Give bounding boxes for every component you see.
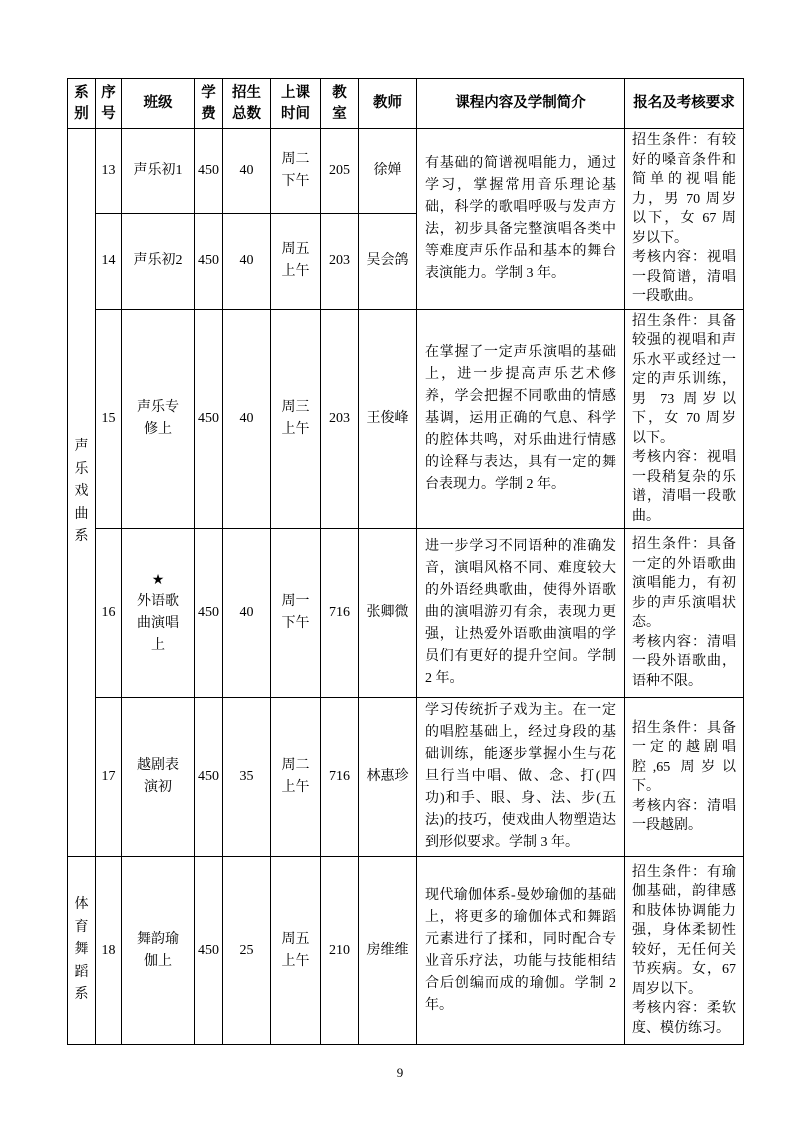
teacher-name: 林惠珍 — [366, 769, 409, 784]
class-cell — [122, 129, 195, 214]
fee-cell — [195, 309, 223, 529]
tuition-fee: 450 — [198, 605, 219, 620]
serial-number: 18 — [101, 942, 116, 958]
header-room-label: 教室 — [332, 84, 347, 122]
class-time: 周一下午 — [281, 594, 310, 631]
time-cell — [271, 129, 321, 214]
header-room — [321, 79, 359, 129]
teacher-cell — [359, 309, 417, 529]
header-dept — [68, 79, 96, 129]
header-no — [96, 79, 122, 129]
course-description: 进一步学习不同语种的准确发音，演唱风格不同、难度较大的外语经典歌曲，使得外语歌曲的演唱游刃有余，表现力更强，让热爱外语歌曲演唱的学员们有更好的提升空间。学制 2 年。 — [425, 539, 616, 686]
header-time-label: 上课时间 — [280, 84, 310, 122]
quota-cell — [223, 857, 271, 1045]
room-cell — [321, 698, 359, 857]
enrollment-quota: 40 — [239, 605, 254, 620]
table-row — [68, 129, 744, 214]
teacher-cell — [359, 529, 417, 698]
assessment-content: 考核内容：视唱一段简谱，清唱一段歌曲。 — [632, 250, 736, 304]
serial-number-cell — [96, 529, 122, 698]
teacher-name: 徐婵 — [373, 163, 402, 179]
description-cell — [417, 857, 625, 1045]
course-schedule-table — [67, 78, 744, 1045]
enrollment-quota: 40 — [239, 163, 254, 179]
tuition-fee: 450 — [198, 769, 219, 784]
header-teacher — [359, 79, 417, 129]
course-description: 现代瑜伽体系-曼妙瑜伽的基础上，将更多的瑜伽体式和舞蹈元素进行了揉和，同时配合专业音乐疗法，功能与技能相结合后创编而成的瑜伽。学制 2 年。 — [425, 887, 616, 1013]
time-cell — [271, 857, 321, 1045]
serial-number-cell — [96, 214, 122, 309]
quota-cell — [223, 129, 271, 214]
teacher-name: 张卿微 — [366, 605, 409, 620]
table-row — [68, 309, 744, 529]
room-cell — [321, 129, 359, 214]
course-description: 有基础的简谱视唱能力，通过学习，掌握常用音乐理论基础，科学的歌唱呼吸与发声方法，初步具备完整演唱各类中等难度声乐作品和基本的舞台表演能力。学制 3 年。 — [425, 155, 616, 281]
class-name: 外语歌曲演唱上 — [136, 594, 179, 653]
serial-number: 14 — [101, 253, 116, 269]
time-cell — [271, 309, 321, 529]
enrollment-quota: 25 — [239, 942, 254, 958]
description-cell — [417, 129, 625, 310]
class-cell — [122, 309, 195, 529]
assessment-content: 考核内容：柔软度、模仿练习。 — [632, 1001, 736, 1036]
admission-conditions: 招生条件：具备较强的视唱和声乐水平或经过一定的声乐训练，男 73 周岁以下，女 70 周岁以下。 — [632, 313, 736, 446]
class-cell — [122, 529, 195, 698]
header-time — [271, 79, 321, 129]
enrollment-quota: 40 — [239, 253, 254, 269]
header-quota-label: 招生总数 — [231, 84, 261, 122]
class-name: 声乐初1 — [133, 163, 183, 178]
fee-cell — [195, 129, 223, 214]
table-row — [68, 857, 744, 1045]
header-teacher-label: 教师 — [373, 95, 402, 111]
table-header-row — [68, 79, 744, 129]
fee-cell — [195, 857, 223, 1045]
header-requirements — [625, 79, 744, 129]
class-time: 周三上午 — [281, 399, 310, 437]
header-no-label: 序号 — [101, 84, 116, 122]
header-description — [417, 79, 625, 129]
teacher-name: 房维维 — [366, 942, 409, 958]
department-name: 声乐戏曲系 — [74, 439, 89, 545]
teacher-cell — [359, 129, 417, 214]
room-cell — [321, 529, 359, 698]
tuition-fee: 450 — [198, 163, 219, 179]
fee-cell — [195, 698, 223, 857]
description-cell — [417, 309, 625, 529]
department-name: 体育舞蹈系 — [74, 897, 89, 1003]
class-cell — [122, 214, 195, 309]
admission-conditions: 招生条件：有瑜伽基础，韵律感和肢体协调能力强，身体柔韧性较好，无任何关节疾病。女，67 周岁以下。 — [632, 864, 736, 997]
time-cell — [271, 214, 321, 309]
classroom: 716 — [329, 769, 350, 784]
description-cell — [417, 529, 625, 698]
teacher-name: 王俊峰 — [366, 410, 409, 426]
quota-cell — [223, 309, 271, 529]
serial-number-cell — [96, 698, 122, 857]
serial-number: 16 — [101, 605, 116, 620]
quota-cell — [223, 214, 271, 309]
header-fee-label: 学费 — [201, 84, 216, 122]
header-quota — [223, 79, 271, 129]
tuition-fee: 450 — [198, 942, 219, 958]
description-cell — [417, 698, 625, 857]
quota-cell — [223, 529, 271, 698]
quota-cell — [223, 698, 271, 857]
class-name: 越剧表演初 — [136, 758, 179, 795]
assessment-content: 考核内容：视唱一段稍复杂的乐谱，清唱一段歌曲。 — [632, 450, 736, 524]
classroom: 716 — [329, 605, 350, 620]
teacher-name: 吴会鸽 — [366, 253, 409, 269]
star-icon: ★ — [151, 572, 165, 588]
tuition-fee: 450 — [198, 410, 219, 426]
classroom: 203 — [329, 410, 350, 426]
classroom: 205 — [329, 163, 350, 179]
teacher-cell — [359, 857, 417, 1045]
serial-number-cell — [96, 309, 122, 529]
room-cell — [321, 857, 359, 1045]
serial-number-cell — [96, 129, 122, 214]
class-time: 周五上午 — [281, 242, 310, 280]
course-description: 在掌握了一定声乐演唱的基础上，进一步提高声乐艺术修养，学会把握不同歌曲的情感基调，运用正确的气息、科学的腔体共鸣，对乐曲进行情感的诠释与表达，具有一定的舞台表现力。学制 2 年。 — [425, 344, 616, 492]
header-class — [122, 79, 195, 129]
serial-number: 17 — [101, 769, 116, 784]
room-cell — [321, 214, 359, 309]
table-row — [68, 698, 744, 857]
class-cell — [122, 698, 195, 857]
teacher-cell — [359, 214, 417, 309]
requirements-cell — [625, 857, 744, 1045]
department-cell — [68, 857, 96, 1045]
enrollment-quota: 40 — [239, 410, 254, 426]
assessment-content: 考核内容：清唱一段外语歌曲，语种不限。 — [632, 634, 736, 689]
serial-number: 13 — [101, 163, 116, 179]
class-time: 周二上午 — [281, 758, 310, 795]
header-requirements-label: 报名及考核要求 — [633, 95, 735, 111]
assessment-content: 考核内容：清唱一段越剧。 — [632, 798, 736, 833]
header-description-label: 课程内容及学制简介 — [455, 95, 586, 111]
page-number: 9 — [396, 1065, 404, 1080]
fee-cell — [195, 214, 223, 309]
classroom: 203 — [329, 253, 350, 269]
admission-conditions: 招生条件：有较好的嗓音条件和简单的视唱能力，男 70 周岁以下，女 67 周岁以下。 — [632, 133, 736, 246]
header-class-label: 班级 — [143, 95, 173, 111]
requirements-cell — [625, 309, 744, 529]
class-name: 声乐专修上 — [136, 399, 179, 437]
time-cell — [271, 529, 321, 698]
admission-conditions: 招生条件：具备一定的越剧唱腔,65 周岁以下。 — [632, 720, 736, 794]
classroom: 210 — [329, 942, 350, 958]
table-row — [68, 529, 744, 698]
fee-cell — [195, 529, 223, 698]
time-cell — [271, 698, 321, 857]
enrollment-quota: 35 — [239, 769, 254, 784]
course-description: 学习传统折子戏为主。在一定的唱腔基础上，经过身段的基础训练，能逐步掌握小生与花旦行当中唱、做、念、打(四功)和手、眼、身、法、步(五法)的技巧，使戏曲人物塑造达到形似要求。学制 3 年。 — [425, 703, 616, 850]
requirements-cell — [625, 129, 744, 310]
tuition-fee: 450 — [198, 253, 219, 269]
class-name: 声乐初2 — [133, 253, 183, 269]
header-fee — [195, 79, 223, 129]
class-time: 周二下午 — [281, 152, 310, 190]
requirements-cell — [625, 529, 744, 698]
department-cell — [68, 129, 96, 857]
class-cell — [122, 857, 195, 1045]
header-dept-label: 系别 — [74, 84, 89, 122]
class-time: 周五上午 — [281, 931, 310, 969]
serial-number-cell — [96, 857, 122, 1045]
room-cell — [321, 309, 359, 529]
requirements-cell — [625, 698, 744, 857]
admission-conditions: 招生条件：具备一定的外语歌曲演唱能力，有初步的声乐演唱状态。 — [632, 537, 736, 630]
serial-number: 15 — [101, 410, 116, 426]
teacher-cell — [359, 698, 417, 857]
class-name: 舞韵瑜伽上 — [136, 931, 179, 969]
